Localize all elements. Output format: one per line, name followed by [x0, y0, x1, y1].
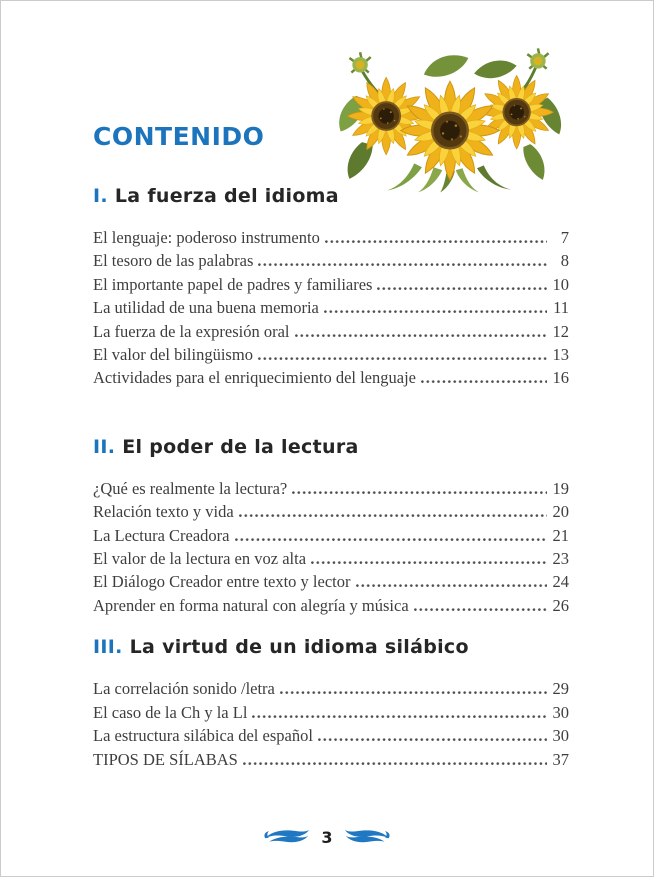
section-title: El poder de la lectura — [122, 435, 359, 458]
toc-entry-label: Relación texto y vida — [93, 502, 234, 522]
dotted-leader-icon — [324, 310, 547, 313]
toc-entry-page: 30 — [552, 702, 569, 722]
toc-entry-label: La estructura silábica del español — [93, 726, 313, 746]
page-title: CONTENIDO — [93, 122, 265, 151]
toc-entry[interactable] — [93, 366, 569, 389]
toc-entry-page: 37 — [552, 749, 569, 769]
toc-entry-label: TIPOS DE SÍLABAS — [93, 749, 238, 769]
dotted-leader-icon — [243, 762, 547, 765]
section-heading — [93, 634, 569, 660]
toc-entry-label: El lenguaje: poderoso instrumento — [93, 228, 320, 247]
wave-flourish-icon — [263, 827, 310, 848]
toc-entry[interactable] — [93, 273, 569, 296]
toc-entry-label: El caso de la Ch y la Ll — [93, 702, 248, 722]
toc-entry-label: La fuerza de la expresión oral — [93, 321, 290, 341]
toc-entry[interactable] — [93, 677, 569, 700]
toc-entry-label: El valor de la lectura en voz alta — [93, 549, 307, 569]
toc-entry[interactable] — [93, 748, 569, 771]
toc-entry[interactable] — [93, 594, 569, 617]
toc-entry-page: 24 — [552, 572, 569, 592]
toc-entry-page: 13 — [552, 345, 569, 365]
dotted-leader-icon — [280, 691, 547, 694]
toc-entry[interactable] — [93, 724, 569, 747]
toc — [93, 183, 569, 771]
toc-entry-label: ¿Qué es realmente la lectura? — [93, 478, 288, 498]
dotted-leader-icon — [421, 380, 547, 383]
toc-entry-label: La utilidad de una buena memoria — [93, 298, 319, 318]
sunflower-bouquet-icon — [333, 41, 565, 193]
toc-entry-label: La Lectura Creadora — [93, 525, 230, 545]
toc-entry[interactable] — [93, 477, 569, 500]
toc-entry-label: El tesoro de las palabras — [93, 251, 254, 271]
dotted-leader-icon — [311, 561, 547, 564]
section-numeral: II. — [93, 435, 116, 458]
toc-section — [93, 434, 569, 617]
page-footer — [1, 827, 653, 848]
section-entries — [93, 677, 569, 771]
toc-entry-page: 7 — [560, 228, 569, 247]
toc-entry[interactable] — [93, 249, 569, 272]
toc-entry-label: El importante papel de padres y familiares — [93, 274, 373, 294]
dotted-leader-icon — [258, 357, 547, 360]
toc-entry-page: 19 — [552, 478, 569, 498]
section-heading — [93, 183, 569, 209]
toc-entry[interactable] — [93, 296, 569, 319]
toc-entry-label: Actividades para el enriquecimiento del lenguaje — [93, 368, 416, 388]
toc-entry-page: 26 — [552, 595, 569, 615]
dotted-leader-icon — [292, 491, 547, 494]
dotted-leader-icon — [235, 538, 548, 541]
toc-entry[interactable] — [93, 320, 569, 343]
section-numeral: III. — [93, 636, 123, 659]
dotted-leader-icon — [377, 287, 547, 290]
toc-entry-page: 11 — [553, 298, 569, 318]
dotted-leader-icon — [325, 240, 547, 243]
wave-flourish-icon — [344, 827, 391, 848]
toc-entry[interactable] — [93, 547, 569, 570]
toc-section — [93, 634, 569, 771]
toc-entry[interactable] — [93, 343, 569, 366]
section-title: La fuerza del idioma — [114, 185, 339, 207]
toc-entry-page: 29 — [552, 679, 569, 699]
toc-entry-label: El Diálogo Creador entre texto y lector — [93, 572, 351, 592]
toc-entry-label: El valor del bilingüismo — [93, 345, 253, 365]
toc-section — [93, 183, 569, 390]
dotted-leader-icon — [356, 584, 548, 587]
dotted-leader-icon — [318, 738, 547, 741]
toc-entry-page: 8 — [560, 251, 569, 271]
toc-entry-page: 12 — [552, 321, 569, 341]
toc-entry-page: 20 — [552, 502, 569, 522]
dotted-leader-icon — [295, 334, 547, 337]
toc-entry[interactable] — [93, 570, 569, 593]
toc-entry[interactable] — [93, 524, 569, 547]
toc-entry-label: Aprender en forma natural con alegría y música — [93, 595, 409, 615]
section-entries — [93, 477, 569, 617]
page-number: 3 — [321, 828, 333, 847]
toc-entry-page: 21 — [552, 525, 569, 545]
section-heading — [93, 434, 569, 460]
dotted-leader-icon — [239, 514, 547, 517]
section-entries — [93, 226, 569, 390]
dotted-leader-icon — [258, 263, 547, 266]
section-numeral: I. — [93, 185, 108, 207]
dotted-leader-icon — [414, 608, 547, 611]
toc-entry-page: 23 — [552, 549, 569, 569]
toc-entry-page: 10 — [552, 274, 569, 294]
toc-entry[interactable] — [93, 226, 569, 249]
toc-entry-page: 16 — [552, 368, 569, 388]
section-title: La virtud de un idioma silábico — [129, 636, 469, 659]
toc-entry[interactable] — [93, 701, 569, 724]
dotted-leader-icon — [252, 715, 547, 718]
toc-entry-page: 30 — [552, 726, 569, 746]
toc-entry[interactable] — [93, 500, 569, 523]
toc-entry-label: La correlación sonido /letra — [93, 679, 275, 699]
